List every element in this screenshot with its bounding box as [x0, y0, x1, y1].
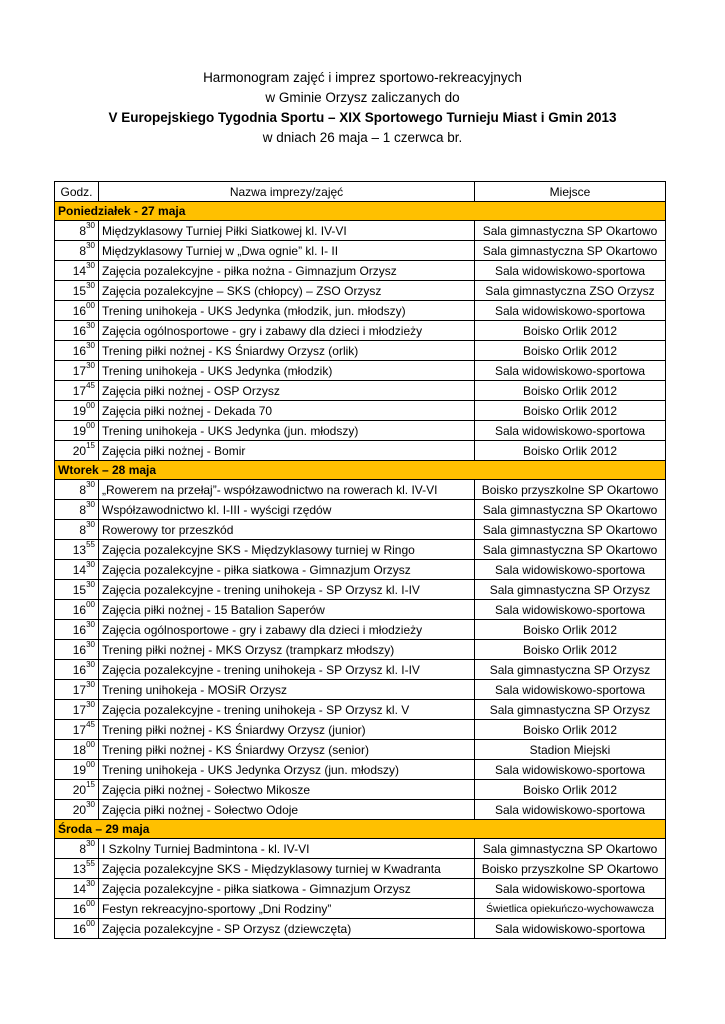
time-cell — [55, 600, 99, 620]
place-cell: Sala widowiskowo-sportowa — [475, 800, 666, 820]
table-row — [55, 839, 666, 859]
time-cell — [55, 341, 99, 361]
time-minutes: 00 — [86, 759, 95, 769]
table-row — [55, 780, 666, 800]
place-cell: Sala widowiskowo-sportowa — [475, 301, 666, 321]
event-name-cell: Współzawodnictwo kl. I-III - wyścigi rzędów — [99, 500, 475, 520]
table-row — [55, 500, 666, 520]
time-cell — [55, 221, 99, 241]
table-row — [55, 540, 666, 560]
event-name-cell: Trening piłki nożnej - KS Śniardwy Orzysz (junior) — [99, 720, 475, 740]
table-row — [55, 720, 666, 740]
header-line-1: Harmonogram zajęć i imprez sportowo-rekreacyjnych — [203, 70, 522, 85]
day-label: Wtorek – 28 maja — [55, 461, 666, 480]
place-cell: Sala gimnastyczna SP Okartowo — [475, 520, 666, 540]
time-hour: 8 — [79, 502, 87, 517]
time-minutes: 00 — [86, 918, 95, 928]
time-minutes: 45 — [86, 380, 95, 390]
table-row — [55, 480, 666, 500]
time-minutes: 45 — [86, 719, 95, 729]
time-minutes: 30 — [86, 360, 95, 370]
time-hour: 14 — [72, 263, 87, 278]
time-cell — [55, 321, 99, 341]
place-cell: Sala widowiskowo-sportowa — [475, 919, 666, 939]
time-cell — [55, 780, 99, 800]
place-cell: Boisko Orlik 2012 — [475, 780, 666, 800]
place-cell: Sala gimnastyczna SP Okartowo — [475, 221, 666, 241]
time-hour: 13 — [72, 861, 87, 876]
document-header — [0, 68, 725, 148]
time-cell — [55, 680, 99, 700]
schedule-table — [54, 181, 666, 939]
time-minutes: 55 — [86, 539, 95, 549]
time-cell — [55, 560, 99, 580]
time-hour: 19 — [72, 403, 87, 418]
table-row — [55, 221, 666, 241]
place-cell: Boisko Orlik 2012 — [475, 341, 666, 361]
table-row — [55, 401, 666, 421]
time-cell — [55, 281, 99, 301]
time-minutes: 00 — [86, 898, 95, 908]
event-name-cell: Zajęcia piłki nożnej - 15 Batalion Saperów — [99, 600, 475, 620]
time-cell — [55, 580, 99, 600]
time-cell — [55, 660, 99, 680]
time-minutes: 30 — [86, 499, 95, 509]
time-minutes: 30 — [86, 559, 95, 569]
time-hour: 16 — [72, 323, 87, 338]
column-header-place: Miejsce — [475, 182, 666, 202]
column-header-name: Nazwa imprezy/zajęć — [99, 182, 475, 202]
time-cell — [55, 241, 99, 261]
place-cell: Sala widowiskowo-sportowa — [475, 361, 666, 381]
event-name-cell: Zajęcia pozalekcyjne - piłka siatkowa - Gimnazjum Orzysz — [99, 560, 475, 580]
time-hour: 20 — [72, 782, 87, 797]
place-cell: Sala widowiskowo-sportowa — [475, 261, 666, 281]
time-minutes: 00 — [86, 599, 95, 609]
column-header-time: Godz. — [55, 182, 99, 202]
time-cell — [55, 919, 99, 939]
time-hour: 19 — [72, 423, 87, 438]
place-cell: Boisko Orlik 2012 — [475, 441, 666, 461]
time-hour: 18 — [72, 742, 87, 757]
place-cell: Świetlica opiekuńczo-wychowawcza — [475, 899, 666, 919]
time-hour: 14 — [72, 562, 87, 577]
time-cell — [55, 899, 99, 919]
event-name-cell: Zajęcia pozalekcyjne - trening unihokeja - SP Orzysz kl. I-IV — [99, 580, 475, 600]
time-hour: 14 — [72, 881, 87, 896]
time-minutes: 30 — [86, 878, 95, 888]
table-row — [55, 919, 666, 939]
place-cell: Sala gimnastyczna SP Okartowo — [475, 540, 666, 560]
time-cell — [55, 500, 99, 520]
place-cell: Sala gimnastyczna SP Okartowo — [475, 500, 666, 520]
day-label: Środa – 29 maja — [55, 820, 666, 839]
place-cell: Boisko Orlik 2012 — [475, 381, 666, 401]
time-minutes: 30 — [86, 679, 95, 689]
time-hour: 13 — [72, 542, 87, 557]
time-minutes: 30 — [86, 519, 95, 529]
time-minutes: 30 — [86, 240, 95, 250]
table-row — [55, 421, 666, 441]
place-cell: Sala widowiskowo-sportowa — [475, 560, 666, 580]
table-row — [55, 640, 666, 660]
event-name-cell: Trening unihokeja - UKS Jedynka (młodzik, jun. młodszy) — [99, 301, 475, 321]
table-row — [55, 879, 666, 899]
time-minutes: 00 — [86, 400, 95, 410]
day-header-row — [55, 202, 666, 221]
place-cell: Sala widowiskowo-sportowa — [475, 600, 666, 620]
time-cell — [55, 800, 99, 820]
table-row — [55, 620, 666, 640]
time-hour: 20 — [72, 802, 87, 817]
time-cell — [55, 540, 99, 560]
event-name-cell: Zajęcia piłki nożnej - Dekada 70 — [99, 401, 475, 421]
table-row — [55, 580, 666, 600]
time-hour: 15 — [72, 582, 87, 597]
time-cell — [55, 441, 99, 461]
table-row — [55, 600, 666, 620]
place-cell: Boisko Orlik 2012 — [475, 640, 666, 660]
time-hour: 8 — [79, 522, 87, 537]
event-name-cell: Trening unihokeja - UKS Jedynka (młodzik) — [99, 361, 475, 381]
table-row — [55, 660, 666, 680]
time-minutes: 15 — [86, 779, 95, 789]
event-name-cell: Zajęcia pozalekcyjne - piłka siatkowa - Gimnazjum Orzysz — [99, 879, 475, 899]
place-cell: Sala gimnastyczna SP Okartowo — [475, 839, 666, 859]
event-name-cell: Rowerowy tor przeszkód — [99, 520, 475, 540]
place-cell: Sala widowiskowo-sportowa — [475, 421, 666, 441]
table-row — [55, 381, 666, 401]
event-name-cell: Zajęcia piłki nożnej - Sołectwo Mikosze — [99, 780, 475, 800]
time-minutes: 30 — [86, 579, 95, 589]
event-name-cell: Zajęcia piłki nożnej - Sołectwo Odoje — [99, 800, 475, 820]
day-label: Poniedziałek - 27 maja — [55, 202, 666, 221]
time-hour: 8 — [79, 841, 87, 856]
time-hour: 8 — [79, 482, 87, 497]
time-minutes: 00 — [86, 420, 95, 430]
time-hour: 16 — [72, 901, 87, 916]
time-minutes: 30 — [86, 260, 95, 270]
time-minutes: 30 — [86, 220, 95, 230]
time-hour: 16 — [72, 622, 87, 637]
time-hour: 16 — [72, 602, 87, 617]
place-cell: Boisko przyszkolne SP Okartowo — [475, 859, 666, 879]
place-cell: Sala widowiskowo-sportowa — [475, 879, 666, 899]
place-cell: Sala widowiskowo-sportowa — [475, 760, 666, 780]
event-name-cell: Zajęcia ogólnosportowe - gry i zabawy dla dzieci i młodzieży — [99, 620, 475, 640]
table-row — [55, 441, 666, 461]
time-minutes: 30 — [86, 619, 95, 629]
time-hour: 17 — [72, 383, 87, 398]
event-name-cell: I Szkolny Turniej Badmintona - kl. IV-VI — [99, 839, 475, 859]
event-name-cell: Zajęcia pozalekcyjne - piłka nożna - Gimnazjum Orzysz — [99, 261, 475, 281]
event-name-cell: Zajęcia pozalekcyjne - SP Orzysz (dziewczęta) — [99, 919, 475, 939]
time-hour: 17 — [72, 682, 87, 697]
place-cell: Sala gimnastyczna SP Okartowo — [475, 241, 666, 261]
place-cell: Sala widowiskowo-sportowa — [475, 680, 666, 700]
place-cell: Stadion Miejski — [475, 740, 666, 760]
time-hour: 17 — [72, 702, 87, 717]
time-cell — [55, 879, 99, 899]
table-row — [55, 700, 666, 720]
table-row — [55, 760, 666, 780]
event-name-cell: Zajęcia piłki nożnej - Bomir — [99, 441, 475, 461]
time-cell — [55, 421, 99, 441]
place-cell: Sala gimnastyczna SP Orzysz — [475, 660, 666, 680]
table-row — [55, 560, 666, 580]
time-hour: 19 — [72, 762, 87, 777]
time-cell — [55, 401, 99, 421]
time-cell — [55, 859, 99, 879]
table-row — [55, 520, 666, 540]
time-cell — [55, 640, 99, 660]
time-minutes: 30 — [86, 799, 95, 809]
event-name-cell: Zajęcia pozalekcyjne - trening unihokeja - SP Orzysz kl. V — [99, 700, 475, 720]
time-minutes: 30 — [86, 320, 95, 330]
event-name-cell: Trening unihokeja - UKS Jedynka Orzysz (jun. młodszy) — [99, 760, 475, 780]
table-row — [55, 899, 666, 919]
time-hour: 8 — [79, 223, 87, 238]
place-cell: Sala gimnastyczna SP Orzysz — [475, 700, 666, 720]
time-hour: 16 — [72, 343, 87, 358]
header-line-2: w Gminie Orzysz zaliczanych do — [265, 90, 460, 105]
table-row — [55, 680, 666, 700]
table-row — [55, 800, 666, 820]
place-cell: Sala gimnastyczna ZSO Orzysz — [475, 281, 666, 301]
day-header-row — [55, 461, 666, 480]
place-cell: Boisko przyszkolne SP Okartowo — [475, 480, 666, 500]
time-cell — [55, 301, 99, 321]
day-header-row — [55, 820, 666, 839]
time-cell — [55, 520, 99, 540]
time-cell — [55, 700, 99, 720]
time-minutes: 30 — [86, 479, 95, 489]
time-hour: 16 — [72, 303, 87, 318]
time-cell — [55, 760, 99, 780]
time-minutes: 30 — [86, 659, 95, 669]
event-name-cell: Festyn rekreacyjno-sportowy „Dni Rodziny” — [99, 899, 475, 919]
time-hour: 17 — [72, 722, 87, 737]
event-name-cell: Trening unihokeja - MOSiR Orzysz — [99, 680, 475, 700]
time-minutes: 55 — [86, 858, 95, 868]
header-dates: w dniach 26 maja – 1 czerwca br. — [262, 130, 463, 145]
table-row — [55, 281, 666, 301]
event-name-cell: Zajęcia pozalekcyjne - trening unihokeja - SP Orzysz kl. I-IV — [99, 660, 475, 680]
table-row — [55, 361, 666, 381]
event-name-cell: Trening piłki nożnej - MKS Orzysz (trampkarz młodszy) — [99, 640, 475, 660]
time-minutes: 00 — [86, 739, 95, 749]
table-row — [55, 740, 666, 760]
event-name-cell: Trening piłki nożnej - KS Śniardwy Orzysz (orlik) — [99, 341, 475, 361]
event-name-cell: Zajęcia pozalekcyjne SKS - Międzyklasowy turniej w Ringo — [99, 540, 475, 560]
time-cell — [55, 740, 99, 760]
table-row — [55, 341, 666, 361]
place-cell: Sala gimnastyczna SP Orzysz — [475, 580, 666, 600]
time-minutes: 00 — [86, 300, 95, 310]
table-row — [55, 301, 666, 321]
place-cell: Boisko Orlik 2012 — [475, 720, 666, 740]
event-name-cell: Trening piłki nożnej - KS Śniardwy Orzysz (senior) — [99, 740, 475, 760]
time-cell — [55, 261, 99, 281]
table-row — [55, 859, 666, 879]
time-minutes: 30 — [86, 280, 95, 290]
time-hour: 16 — [72, 662, 87, 677]
time-hour: 15 — [72, 283, 87, 298]
event-name-cell: Trening unihokeja - UKS Jedynka (jun. młodszy) — [99, 421, 475, 441]
table-row — [55, 261, 666, 281]
time-minutes: 30 — [86, 699, 95, 709]
time-minutes: 30 — [86, 340, 95, 350]
event-name-cell: Zajęcia ogólnosportowe - gry i zabawy dla dzieci i młodzieży — [99, 321, 475, 341]
event-name-cell: Międzyklasowy Turniej Piłki Siatkowej kl. IV-VI — [99, 221, 475, 241]
time-hour: 16 — [72, 642, 87, 657]
event-name-cell: Zajęcia piłki nożnej - OSP Orzysz — [99, 381, 475, 401]
table-header-row — [55, 182, 666, 202]
table-row — [55, 321, 666, 341]
place-cell: Boisko Orlik 2012 — [475, 321, 666, 341]
time-cell — [55, 361, 99, 381]
time-hour: 20 — [72, 443, 87, 458]
time-cell — [55, 839, 99, 859]
time-hour: 17 — [72, 363, 87, 378]
header-event-title: V Europejskiego Tygodnia Sportu – XIX Sportowego Turnieju Miast i Gmin 2013 — [108, 110, 617, 125]
time-cell — [55, 620, 99, 640]
event-name-cell: Międzyklasowy Turniej w „Dwa ognie” kl. I- II — [99, 241, 475, 261]
event-name-cell: Zajęcia pozalekcyjne – SKS (chłopcy) – ZSO Orzysz — [99, 281, 475, 301]
time-minutes: 15 — [86, 440, 95, 450]
event-name-cell: Zajęcia pozalekcyjne SKS - Międzyklasowy turniej w Kwadranta — [99, 859, 475, 879]
event-name-cell: „Rowerem na przełaj”- współzawodnictwo na rowerach kl. IV-VI — [99, 480, 475, 500]
time-hour: 8 — [79, 243, 87, 258]
place-cell: Boisko Orlik 2012 — [475, 401, 666, 421]
time-minutes: 30 — [86, 838, 95, 848]
time-cell — [55, 480, 99, 500]
place-cell: Boisko Orlik 2012 — [475, 620, 666, 640]
time-minutes: 30 — [86, 639, 95, 649]
time-cell — [55, 381, 99, 401]
table-row — [55, 241, 666, 261]
time-cell — [55, 720, 99, 740]
time-hour: 16 — [72, 921, 87, 936]
